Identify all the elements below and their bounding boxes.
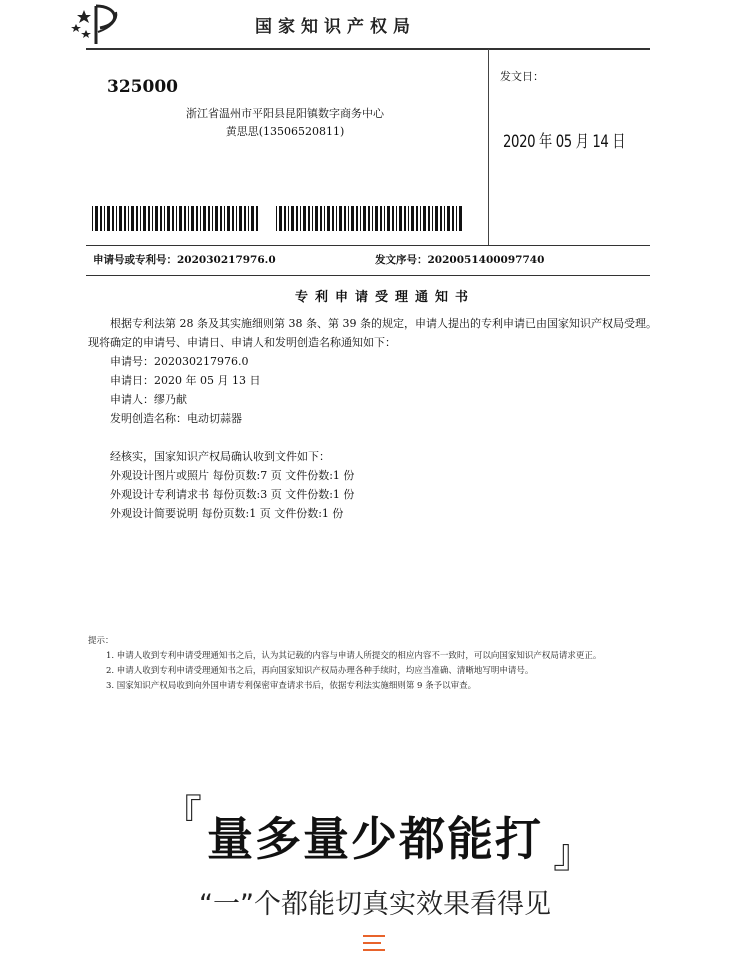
slogan: 量多量少都能打 [207,812,543,866]
tip-item: 1. 申请人收到专利申请受理通知书之后，认为其记载的内容与申请人所提交的相应内容不一致时，可以向国家知识产权局请求更正。 [106,651,602,661]
received-file: 外观设计图片或照片 每份页数:7 页 文件份数:1 份 [110,469,355,482]
divider [86,275,650,276]
received-file: 外观设计专利请求书 每份页数:3 页 文件份数:1 份 [110,488,355,501]
barcode [92,206,260,231]
field-application-number: 申请号：202030217976.0 [110,355,249,368]
postcode: 325000 [107,77,178,97]
tips [88,634,658,694]
field-applicant: 申请人：缪乃献 [110,393,187,406]
barcode [276,206,462,231]
field-application-date: 申请日：2020 年 05 月 13 日 [110,374,261,387]
application-number: 申请号或专利号：202030217976.0 [93,254,276,266]
divider [86,245,650,246]
document-number: 发文序号：2020051400097740 [375,254,545,266]
notice-intro: 根据专利法第 28 条及其实施细则第 38 条、第 39 条的规定，申请人提出的专利申请已由国家知识产权局受理。现将确定的申请号、申请日、申请人和发明创造名称通知如下： [88,317,657,349]
subslogan: “一”个都能切真实效果看得见 [199,889,551,920]
tips-title: 提示： [88,636,114,646]
recipient: 黄思思(13506520811) [225,125,345,138]
menu-icon[interactable] [363,935,385,951]
issue-date: 2020 年 05 月 14 日 [503,132,626,152]
address-block [170,105,400,141]
divider [86,48,650,50]
divider [488,49,489,245]
cnipa-logo-icon [70,2,126,46]
bracket-close: 』 [553,831,593,877]
address: 浙江省温州市平阳县昆阳镇数字商务中心 [186,107,384,120]
received-intro: 经核实，国家知识产权局确认收到文件如下： [110,450,330,463]
bracket-open: 『 [162,792,202,838]
received-file: 外观设计简要说明 每份页数:1 页 文件份数:1 份 [110,507,344,520]
notice-title: 专利申请受理通知书 [294,290,475,305]
notice-body [88,314,660,523]
tip-item: 3. 国家知识产权局收到向外国申请专利保密审查请求书后，依据专利法实施细则第 9 条予以审查。 [106,681,477,691]
tip-item: 2. 申请人收到专利申请受理通知书之后，再向国家知识产权局办理各种手续时，均应当准确、清晰地写明申请号。 [106,666,534,676]
issue-date-label: 发文日： [500,70,544,83]
office-name: 国家知识产权局 [255,17,416,37]
field-invention-name: 发明创造名称：电动切蒜器 [110,412,242,425]
